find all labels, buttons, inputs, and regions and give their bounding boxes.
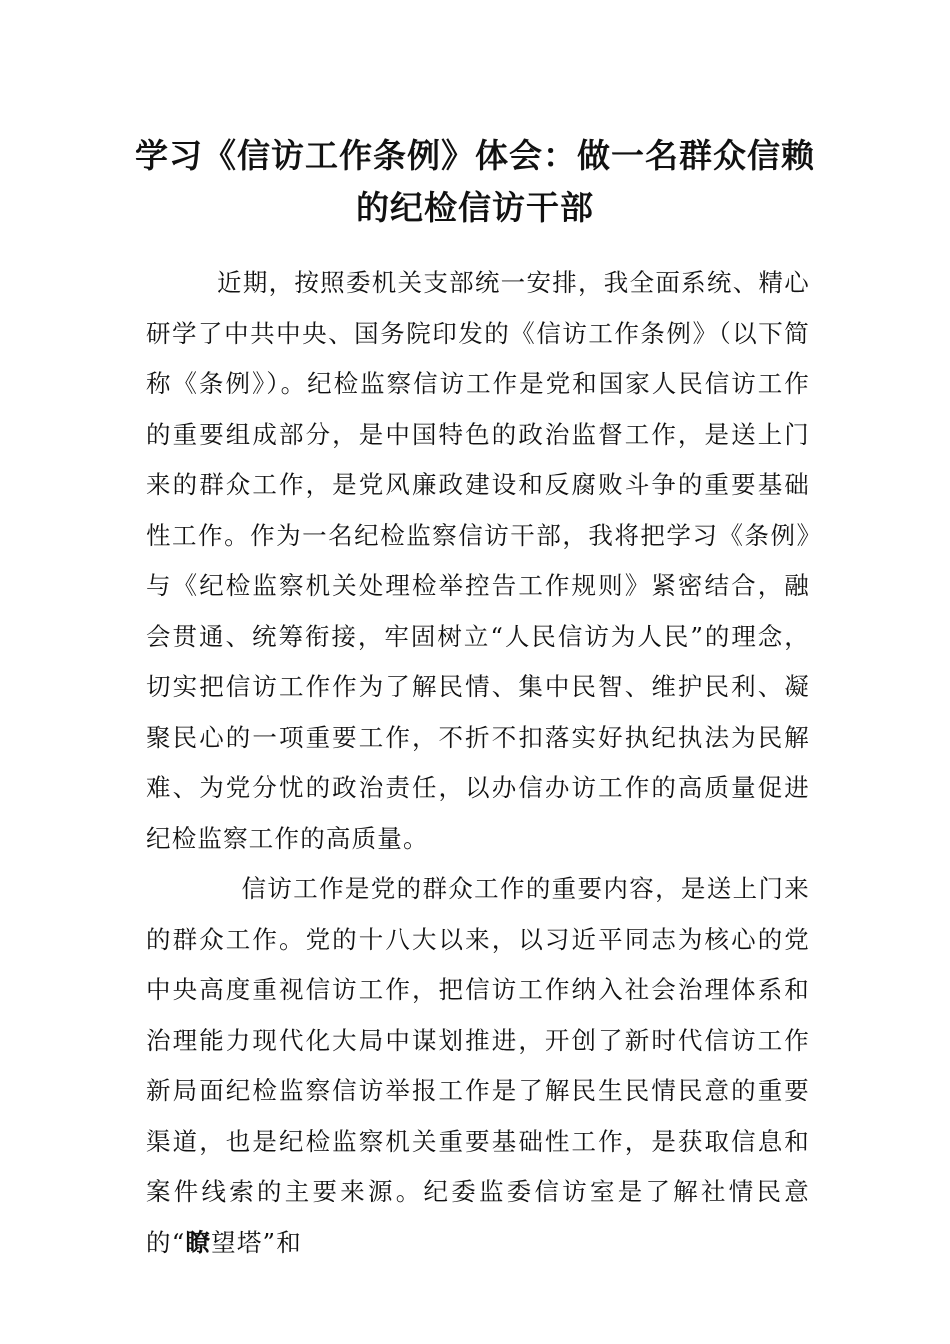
- paragraph-2: [146, 864, 810, 1268]
- document-body: [146, 258, 810, 1268]
- title-line-2: 的纪检信访干部: [356, 188, 594, 227]
- paragraph-2-tail: 望塔”和: [211, 1227, 302, 1257]
- title-line-1: 学习《信访工作条例》体会：做一名群众信赖: [135, 136, 815, 175]
- paragraph-1: 近期，按照委机关支部统一安排，我全面系统、精心研学了中共中央、国务院印发的《信访工作条例》（以下简称《条例》）。纪检监察信访工作是党和国家人民信访工作的重要组成部分，是中国特色的政治监督工作，是送上门来的群众工作，是党风廉政建设和反腐败斗争的重要基础性工作。作为一名纪检监察信访干部，我将把学习《条例》与《纪检监察机关处理检举控告工作规则》紧密结合，融会贯通、统筹衔接，牢固树立“人民信访为人民”的理念，切实把信访工作作为了解民情、集中民智、维护民利、凝聚民心的一项重要工作，不折不扣落实好执纪执法为民解难、为党分忧的政治责任，以办信办访工作的高质量促进纪检监察工作的高质量。: [146, 268, 810, 853]
- document-title: [120, 130, 830, 234]
- paragraph-2-bold-char: 瞭: [185, 1227, 212, 1257]
- paragraph-2-text: 信访工作是党的群众工作的重要内容，是送上门来的群众工作。党的十八大以来，以习近平同志为核心的党中央高度重视信访工作，把信访工作纳入社会治理体系和治理能力现代化大局中谋划推进，开创了新时代信访工作新局面纪检监察信访举报工作是了解民生民情民意的重要渠道，也是纪检监察机关重要基础性工作，是获取信息和案件线索的主要来源。纪委监委信访室是了解社情民意的“: [146, 874, 810, 1257]
